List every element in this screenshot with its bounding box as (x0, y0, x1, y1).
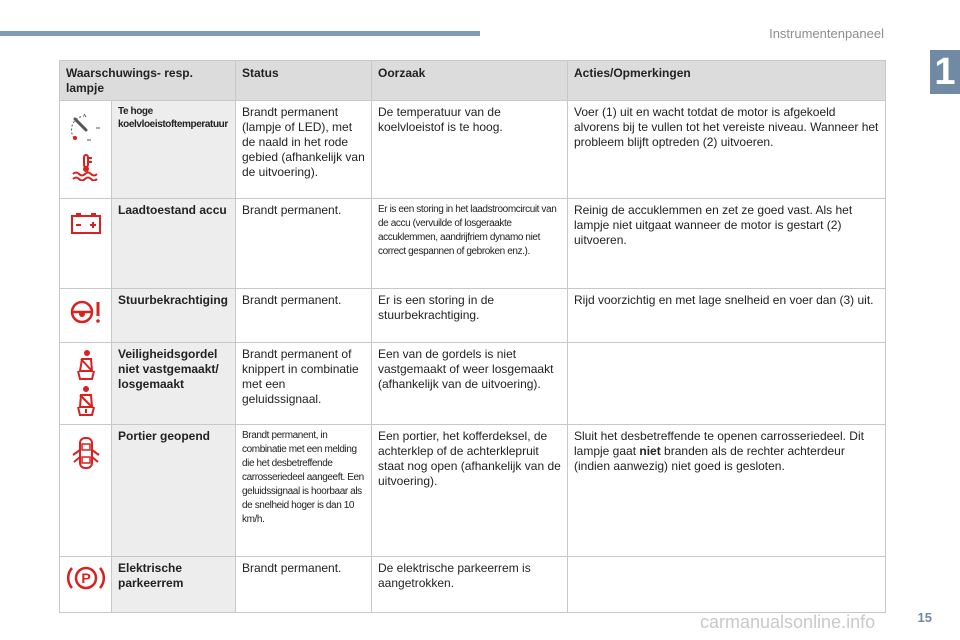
cause-cell: Er is een storing in het laadstroomcircuit van de accu (vervuilde of losgeraakte accuklemmen, aandrijfriem dynamo niet correct gespannen of gebroken enz.). (372, 199, 568, 289)
svg-text:P: P (80, 570, 91, 586)
battery-icon (70, 211, 102, 235)
cause-cell: Een portier, het kofferdeksel, de achterklep of de achterklepruit staat nog open (afhankelijk van de uitvoering). (372, 425, 568, 557)
page-section-title: Instrumentenpaneel (769, 26, 884, 41)
watermark: carmanualsonline.info (700, 612, 876, 632)
status-cell: Brandt permanent. (236, 289, 372, 343)
table-row (60, 557, 886, 613)
actions-cell: Voer (1) uit en wacht totdat de motor is afgekoeld alvorens bij te vullen tot het vereiste niveau. Wanneer het probleem blijft optreden (2) uitvoeren. (568, 101, 886, 199)
actions-cell (568, 343, 886, 425)
column-header-cause: Oorzaak (372, 61, 568, 101)
status-cell: Brandt permanent of knippert in combinatie met een geluidssignaal. (236, 343, 372, 425)
column-header-actions: Acties/Opmerkingen (568, 61, 886, 101)
power-steering-icon (69, 299, 103, 325)
actions-cell: Rijd voorzichtig en met lage snelheid en voer dan (3) uit. (568, 289, 886, 343)
icon-cell (60, 101, 112, 199)
parking-brake-icon (67, 563, 105, 593)
cause-cell: De elektrische parkeerrem is aangetrokken. (372, 557, 568, 613)
coolant-temperature-icon (71, 153, 101, 181)
page-number: 15 (917, 610, 932, 625)
door-open-icon (70, 435, 102, 471)
actions-cell (568, 557, 886, 613)
chapter-badge: 1 (930, 50, 960, 94)
table-row (60, 343, 886, 425)
cause-cell: Er is een storing in de stuurbekrachtiging. (372, 289, 568, 343)
header-accent-bar (0, 31, 480, 36)
lamp-name: Laadtoestand accu (112, 199, 236, 289)
coolant-gauge-icon (69, 111, 103, 145)
icon-cell (60, 199, 112, 289)
seatbelt-icon (74, 349, 98, 381)
lamp-name: Portier geopend (112, 425, 236, 557)
table-row (60, 289, 886, 343)
column-header-status: Status (236, 61, 372, 101)
cause-cell: De temperatuur van de koelvloeistof is te hoog. (372, 101, 568, 199)
column-header-lamp: Waarschuwings- resp. lampje (60, 61, 236, 101)
cause-cell: Een van de gordels is niet vastgemaakt of weer losgemaakt (afhankelijk van de uitvoering). (372, 343, 568, 425)
icon-cell (60, 289, 112, 343)
status-cell: Brandt permanent. (236, 199, 372, 289)
table-row (60, 101, 886, 199)
table-header-row (60, 61, 886, 101)
lamp-name: Elektrische parkeerrem (112, 557, 236, 613)
seatbelt-rear-icon (74, 385, 98, 417)
table-row (60, 425, 886, 557)
status-cell: Brandt permanent, in combinatie met een melding die het desbetreffende carrosseriedeel aangeeft. Een geluidssignaal is hoorbaar als de snelheid hoger is dan 10 km/h. (236, 425, 372, 557)
warning-lights-table (59, 60, 886, 613)
lamp-name: Stuurbekrachtiging (112, 289, 236, 343)
actions-cell: Sluit het desbetreffende te openen carrosseriedeel. Dit lampje gaat niet branden als de rechter achterdeur (indien aanwezig) niet goed is gesloten. (568, 425, 886, 557)
icon-cell (60, 557, 112, 613)
icon-cell (60, 343, 112, 425)
icon-cell (60, 425, 112, 557)
actions-cell: Reinig de accuklemmen en zet ze goed vast. Als het lampje niet uitgaat wanneer de motor is gestart (2) uitvoeren. (568, 199, 886, 289)
table-row (60, 199, 886, 289)
lamp-name: Te hoge koelvloeistoftemperatuur (112, 101, 236, 199)
status-cell: Brandt permanent. (236, 557, 372, 613)
lamp-name: Veiligheidsgordel niet vastgemaakt/ losgemaakt (112, 343, 236, 425)
status-cell: Brandt permanent (lampje of LED), met de naald in het rode gebied (afhankelijk van de uitvoering). (236, 101, 372, 199)
